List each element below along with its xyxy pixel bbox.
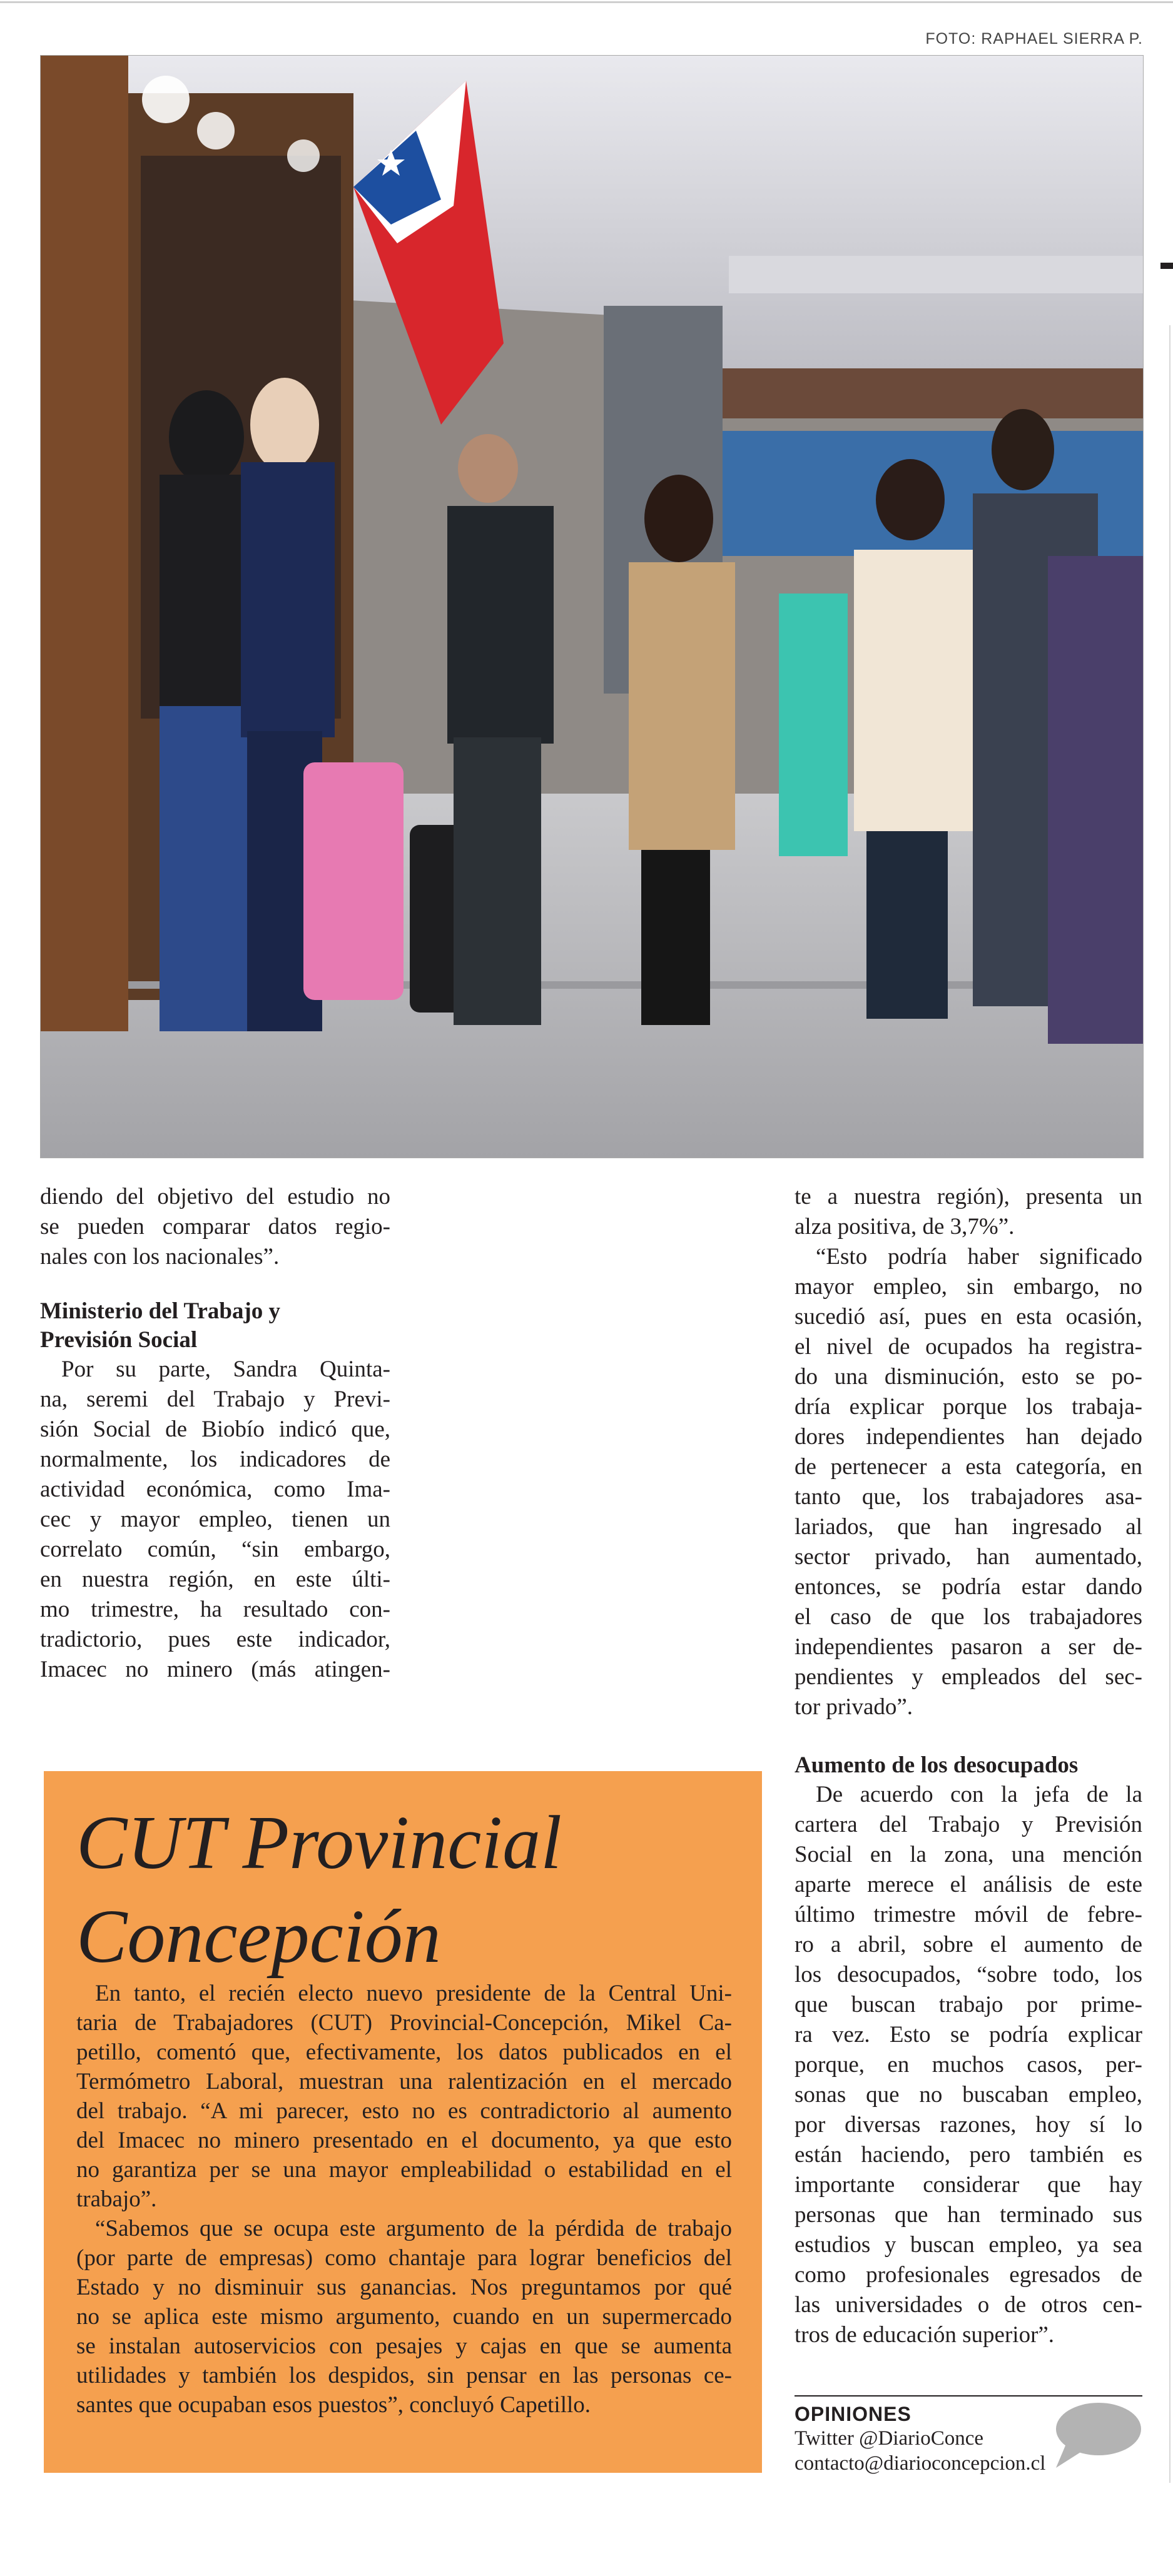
text-line: sonas que no buscaban empleo, [795,2082,1142,2108]
text-line: porque, en muchos casos, per- [795,2052,1142,2078]
text-line: el nivel de ocupados ha registra- [795,1334,1142,1360]
text-line: do una disminución, esto se po- [795,1364,1142,1390]
text-line: ra vez. Esto se podría explicar [795,2022,1142,2048]
text-line: último trimestre móvil de febre- [795,1902,1142,1927]
heading-line: Previsión Social [40,1327,198,1353]
text-line: alza positiva, de 3,7%”. [795,1214,1015,1240]
text-line: petillo, comentó que, efectivamente, los datos publicados en el [76,2039,732,2065]
text-line: trabajo”. [76,2186,157,2212]
text-line: como profesionales egresados de [795,2262,1142,2288]
text-line: de pertenecer a esta categoría, en [795,1454,1142,1480]
text-line: importante considerar que hay [795,2172,1142,2198]
text-line: En tanto, el recién electo nuevo presidente de la Central Uni- [95,1981,732,2006]
text-line: santes que ocupaban esos puestos”, concluyó Capetillo. [76,2392,591,2418]
cut-sidebar-box [44,1771,762,2473]
sidebar-title-line: CUT Provincial [76,1801,562,1885]
text-line: no garantiza per se una mayor empleabilidad o estabilidad en el [76,2157,732,2183]
text-line: te a nuestra región), presenta un [795,1184,1142,1210]
text-line: cartera del Trabajo y Previsión [795,1812,1142,1837]
top-rule [0,1,1173,3]
sidebar-body [76,1979,732,2420]
text-line: Por su parte, Sandra Quinta- [61,1356,390,1382]
text-line: independientes pasaron a ser de- [795,1634,1142,1660]
right-paragraph-3 [795,1780,1142,2350]
text-line: tros de educación superior”. [795,2322,1055,2348]
text-line: del Imacec no minero presentado en el documento, ya que esto [76,2128,732,2153]
text-line: diendo del objetivo del estudio no [40,1184,390,1210]
news-photo-illustration [41,56,1143,1158]
text-line: pendientes y empleados del sec- [795,1664,1142,1690]
opinions-label: OPINIONES [795,2403,911,2425]
section-heading-desocupados: Aumento de los desocupados [795,1752,1079,1778]
text-line: Estado y no disminuir sus ganancias. Nos preguntamos por qué [76,2275,732,2300]
text-line: se instalan autoservicios con pesajes y cajas en que se aumenta [76,2333,732,2359]
opinions-email[interactable]: contacto@diarioconcepcion.cl [795,2452,1046,2475]
text-line: utilidades y también los despidos, sin pensar en las personas ce- [76,2363,732,2388]
heading-line: Ministerio del Trabajo y [40,1298,281,1324]
text-line: tanto que, los trabajadores asa- [795,1484,1142,1510]
text-line: tradictorio, pues este indicador, [40,1627,390,1652]
text-line: el caso de que los trabajadores [795,1604,1142,1630]
text-line: Imacec no minero (más atingen- [40,1657,390,1682]
text-line: se pueden comparar datos regio- [40,1214,390,1240]
sidebar-title [76,1796,702,1984]
text-line: nales con los nacionales”. [40,1244,280,1270]
opinions-twitter[interactable]: Twitter @DiarioConce [795,2427,984,2450]
text-line: sector privado, han aumentado, [795,1544,1142,1570]
text-line: correlato común, “sin embargo, [40,1537,390,1562]
text-line: personas que han terminado sus [795,2202,1142,2228]
text-line: na, seremi del Trabajo y Previ- [40,1386,390,1412]
text-line: las universidades o de otros cen- [795,2292,1142,2318]
text-line: entonces, se podría estar dando [795,1574,1142,1600]
left-paragraph-2 [40,1355,390,1685]
text-line: “Sabemos que se ocupa este argumento de la pérdida de trabajo [95,2216,732,2241]
text-line: taria de Trabajadores (CUT) Provincial-Concepción, Mikel Ca- [76,2010,732,2036]
text-line: están haciendo, pero también es [795,2142,1142,2168]
right-paragraph-1 [795,1182,1142,1242]
text-line: actividad económica, como Ima- [40,1477,390,1502]
text-line: en nuestra región, en este últi- [40,1567,390,1592]
text-line: “Esto podría haber significado [816,1244,1142,1270]
right-paragraph-2 [795,1242,1142,1722]
left-column [40,1182,390,1685]
photo-credit: FOTO: RAPHAEL SIERRA P. [925,30,1143,48]
text-line: ro a abril, sobre el aumento de [795,1932,1142,1957]
text-line: sión Social de Biobío indicó que, [40,1417,390,1442]
text-line: (por parte de empresas) como chantaje para lograr beneficios del [76,2245,732,2271]
text-line: por diversas razones, hoy sí lo [795,2112,1142,2138]
sidebar-title-line: Concepción [76,1894,441,1979]
section-heading-ministerio [40,1297,390,1355]
page-edge-rule [1169,325,1170,2483]
text-line: del trabajo. “A mi parecer, esto no es contradictorio al aumento [76,2098,732,2124]
text-line: tor privado”. [795,1694,913,1720]
text-line: mayor empleo, sin embargo, no [795,1274,1142,1300]
text-line: estudios y buscan empleo, ya sea [795,2232,1142,2258]
right-column [795,1182,1142,2350]
text-line: normalmente, los indicadores de [40,1447,390,1472]
left-paragraph-1 [40,1182,390,1272]
text-line: dría explicar porque los trabaja- [795,1394,1142,1420]
text-line: mo trimestre, ha resultado con- [40,1597,390,1622]
news-photo [40,55,1144,1158]
sidebar-paragraph-2 [76,2214,732,2420]
text-line: lariados, que han ingresado al [795,1514,1142,1540]
text-line: no se aplica este mismo argumento, cuando en un supermercado [76,2304,732,2330]
text-line: Social en la zona, una mención [795,1842,1142,1867]
text-line: los desocupados, “sobre todo, los [795,1962,1142,1988]
speech-bubble-icon [1051,2400,1142,2470]
sidebar-paragraph-1 [76,1979,732,2214]
text-line: que buscan trabajo por prime- [795,1992,1142,2018]
text-line: De acuerdo con la jefa de la [816,1782,1142,1807]
text-line: sucedió así, pues en esta ocasión, [795,1304,1142,1330]
text-line: Termómetro Laboral, muestran una ralentización en el mercado [76,2069,732,2094]
text-line: dores independientes han dejado [795,1424,1142,1450]
text-line: aparte merece el análisis de este [795,1872,1142,1897]
text-line: cec y mayor empleo, tienen un [40,1507,390,1532]
page-edge-marker [1160,263,1173,269]
